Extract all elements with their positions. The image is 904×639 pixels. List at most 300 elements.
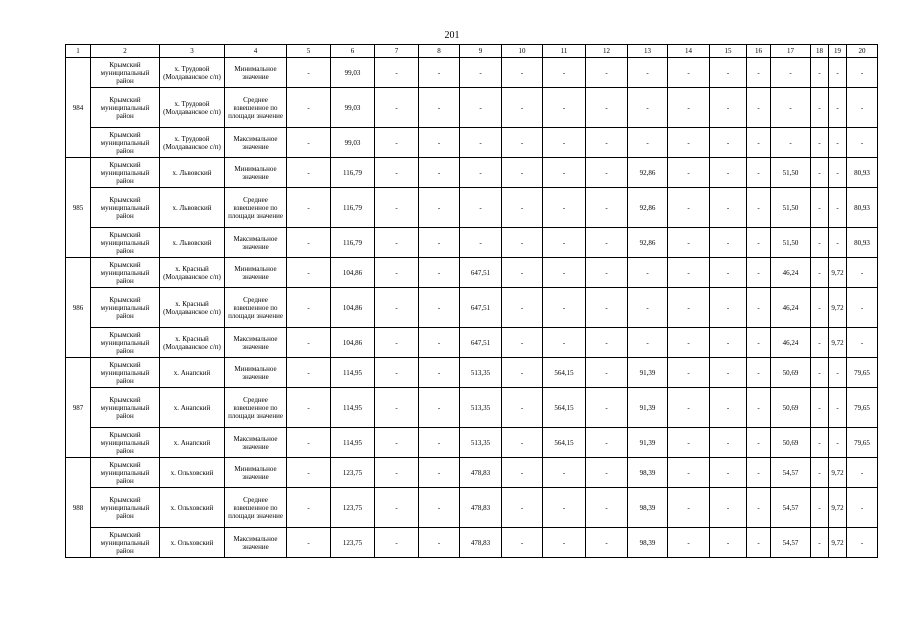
column-header: 15 — [710, 45, 747, 58]
table-cell: - — [543, 488, 586, 528]
table-cell: 123,75 — [331, 488, 375, 528]
table-cell: - — [668, 328, 710, 358]
row-number: 984 — [66, 58, 91, 158]
table-cell: х. Красный (Молдаванское с/п) — [160, 288, 225, 328]
table-cell: Крымский муниципальный район — [91, 288, 160, 328]
table-cell: - — [586, 388, 628, 428]
table-cell: 99,03 — [331, 58, 375, 88]
table-cell: - — [811, 328, 829, 358]
table-cell: - — [628, 258, 668, 288]
table-cell: - — [710, 158, 747, 188]
table-cell: х. Львовский — [160, 228, 225, 258]
table-cell: Крымский муниципальный район — [91, 258, 160, 288]
table-cell: - — [460, 228, 502, 258]
table-cell: - — [543, 258, 586, 288]
table-cell: 51,50 — [771, 188, 811, 228]
table-row — [66, 358, 878, 388]
table-cell: Крымский муниципальный район — [91, 358, 160, 388]
table-cell: - — [287, 128, 331, 158]
table-cell: - — [829, 358, 847, 388]
table-cell: Среднее взвешенное по площади значение — [225, 488, 287, 528]
table-cell: - — [710, 388, 747, 428]
table-cell: 80,93 — [847, 158, 878, 188]
table-cell: - — [419, 188, 460, 228]
table-cell: - — [375, 458, 419, 488]
table-cell: - — [460, 128, 502, 158]
table-cell: х. Анапский — [160, 428, 225, 458]
table-cell: - — [710, 128, 747, 158]
table-cell: - — [586, 258, 628, 288]
table-cell: - — [375, 388, 419, 428]
table-cell: - — [502, 328, 543, 358]
table-cell: Минимальное значение — [225, 158, 287, 188]
table-cell: - — [502, 458, 543, 488]
table-cell: - — [829, 88, 847, 128]
table-cell: - — [543, 328, 586, 358]
table-row — [66, 328, 878, 358]
table-cell: - — [668, 188, 710, 228]
table-cell: - — [710, 358, 747, 388]
table-cell: 51,50 — [771, 228, 811, 258]
table-row — [66, 388, 878, 428]
table-cell: х. Красный (Молдаванское с/п) — [160, 328, 225, 358]
table-cell: - — [771, 128, 811, 158]
data-table — [65, 44, 878, 558]
table-cell: - — [847, 288, 878, 328]
table-cell: - — [710, 258, 747, 288]
table-cell: - — [771, 88, 811, 128]
table-cell: - — [287, 528, 331, 558]
table-cell: Крымский муниципальный район — [91, 58, 160, 88]
table-cell: 564,15 — [543, 388, 586, 428]
table-cell: Крымский муниципальный район — [91, 128, 160, 158]
table-cell: - — [811, 488, 829, 528]
table-cell: - — [586, 58, 628, 88]
table-cell: - — [419, 258, 460, 288]
table-cell: - — [668, 58, 710, 88]
table-cell: - — [502, 428, 543, 458]
table-cell: - — [747, 258, 771, 288]
header-row — [66, 45, 878, 58]
table-cell: - — [628, 88, 668, 128]
column-header: 19 — [829, 45, 847, 58]
column-header: 6 — [331, 45, 375, 58]
table-cell: - — [375, 158, 419, 188]
table-cell: 114,95 — [331, 358, 375, 388]
table-cell: 564,15 — [543, 358, 586, 388]
table-cell: - — [668, 488, 710, 528]
table-cell: - — [419, 158, 460, 188]
table-cell: 91,39 — [628, 388, 668, 428]
table-cell: - — [747, 388, 771, 428]
table-cell: - — [747, 428, 771, 458]
table-cell: - — [419, 458, 460, 488]
table-cell: - — [668, 88, 710, 128]
table-cell: - — [747, 188, 771, 228]
table-cell: - — [419, 228, 460, 258]
table-cell: - — [668, 228, 710, 258]
column-header: 16 — [747, 45, 771, 58]
table-row — [66, 288, 878, 328]
table-cell: 99,03 — [331, 88, 375, 128]
table-cell: - — [771, 58, 811, 88]
table-cell: - — [375, 128, 419, 158]
column-header: 1 — [66, 45, 91, 58]
table-row — [66, 528, 878, 558]
table-cell: Минимальное значение — [225, 258, 287, 288]
column-header: 12 — [586, 45, 628, 58]
table-cell: - — [375, 488, 419, 528]
table-cell: 79,65 — [847, 428, 878, 458]
table-cell: - — [375, 88, 419, 128]
table-cell: - — [628, 288, 668, 328]
table-cell: - — [460, 58, 502, 88]
table-cell: - — [710, 428, 747, 458]
table-cell: - — [747, 88, 771, 128]
table-cell: 92,86 — [628, 188, 668, 228]
table-cell: - — [628, 128, 668, 158]
table-cell: - — [710, 328, 747, 358]
table-cell: 51,50 — [771, 158, 811, 188]
table-cell: х. Анапский — [160, 358, 225, 388]
table-cell: х. Львовский — [160, 158, 225, 188]
column-header: 9 — [460, 45, 502, 58]
column-header: 10 — [502, 45, 543, 58]
table-cell: - — [287, 288, 331, 328]
table-cell: - — [829, 188, 847, 228]
table-cell: - — [668, 358, 710, 388]
table-cell: - — [747, 158, 771, 188]
table-cell: 92,86 — [628, 158, 668, 188]
table-cell: Максимальное значение — [225, 428, 287, 458]
table-cell: - — [829, 158, 847, 188]
table-cell: 114,95 — [331, 388, 375, 428]
column-header: 8 — [419, 45, 460, 58]
table-cell: - — [586, 158, 628, 188]
table-cell: 9,72 — [829, 288, 847, 328]
table-cell: х. Трудовой (Молдаванское с/п) — [160, 58, 225, 88]
column-header: 17 — [771, 45, 811, 58]
table-cell: - — [710, 188, 747, 228]
table-cell: - — [829, 58, 847, 88]
table-cell: 46,24 — [771, 258, 811, 288]
table-cell: - — [419, 528, 460, 558]
column-header: 14 — [668, 45, 710, 58]
table-cell: - — [502, 288, 543, 328]
table-cell: 647,51 — [460, 328, 502, 358]
table-cell: - — [747, 128, 771, 158]
table-cell: - — [847, 528, 878, 558]
table-cell: - — [460, 188, 502, 228]
table-cell: - — [287, 158, 331, 188]
table-cell: - — [829, 128, 847, 158]
table-cell: - — [668, 458, 710, 488]
table-cell: 564,15 — [543, 428, 586, 458]
table-cell: Максимальное значение — [225, 328, 287, 358]
row-number: 985 — [66, 158, 91, 258]
column-header: 4 — [225, 45, 287, 58]
table-cell: - — [543, 158, 586, 188]
table-cell: 478,83 — [460, 488, 502, 528]
table-cell: - — [502, 258, 543, 288]
table-cell: - — [811, 158, 829, 188]
table-cell: 123,75 — [331, 458, 375, 488]
table-cell: Минимальное значение — [225, 458, 287, 488]
table-cell: - — [419, 328, 460, 358]
table-cell: х. Трудовой (Молдаванское с/п) — [160, 88, 225, 128]
table-cell: - — [586, 228, 628, 258]
table-cell: - — [710, 228, 747, 258]
table-cell: 123,75 — [331, 528, 375, 558]
table-cell: - — [811, 88, 829, 128]
table-cell: 116,79 — [331, 158, 375, 188]
table-cell: - — [586, 128, 628, 158]
table-cell: 92,86 — [628, 228, 668, 258]
table-cell: Крымский муниципальный район — [91, 328, 160, 358]
table-cell: - — [375, 188, 419, 228]
table-cell: 513,35 — [460, 358, 502, 388]
table-cell: 104,86 — [331, 328, 375, 358]
table-cell: - — [287, 328, 331, 358]
table-cell: - — [502, 388, 543, 428]
table-cell: - — [460, 158, 502, 188]
table-cell: Минимальное значение — [225, 358, 287, 388]
table-cell: 9,72 — [829, 528, 847, 558]
table-cell: - — [710, 528, 747, 558]
table-cell: - — [586, 428, 628, 458]
table-cell: 79,65 — [847, 358, 878, 388]
table-row — [66, 188, 878, 228]
table-cell: - — [375, 58, 419, 88]
table-cell: 80,93 — [847, 188, 878, 228]
table-cell: 513,35 — [460, 428, 502, 458]
table-cell: Крымский муниципальный район — [91, 158, 160, 188]
table-cell: 478,83 — [460, 528, 502, 558]
table-cell: х. Ольховский — [160, 528, 225, 558]
table-cell: х. Красный (Молдаванское с/п) — [160, 258, 225, 288]
table-cell: 50,69 — [771, 428, 811, 458]
table-row — [66, 228, 878, 258]
table-cell: 99,03 — [331, 128, 375, 158]
table-cell: - — [375, 288, 419, 328]
table-cell: 478,83 — [460, 458, 502, 488]
table-cell: - — [502, 488, 543, 528]
table-cell: - — [543, 528, 586, 558]
table-cell: 79,65 — [847, 388, 878, 428]
column-header: 11 — [543, 45, 586, 58]
table-cell: Минимальное значение — [225, 58, 287, 88]
table-cell: - — [829, 428, 847, 458]
table-cell: - — [419, 58, 460, 88]
table-cell: - — [811, 228, 829, 258]
table-row — [66, 258, 878, 288]
table-cell: - — [375, 328, 419, 358]
table-cell: - — [811, 188, 829, 228]
table-cell: - — [419, 488, 460, 528]
table-cell: - — [847, 58, 878, 88]
table-row — [66, 128, 878, 158]
row-number: 987 — [66, 358, 91, 458]
table-cell: - — [811, 58, 829, 88]
table-cell: - — [668, 288, 710, 328]
table-row — [66, 488, 878, 528]
table-cell: 116,79 — [331, 228, 375, 258]
table-cell: - — [502, 158, 543, 188]
table-cell: - — [287, 428, 331, 458]
table-cell: 46,24 — [771, 328, 811, 358]
table-cell: - — [287, 188, 331, 228]
table-cell: - — [502, 188, 543, 228]
table-cell: - — [628, 58, 668, 88]
column-header: 2 — [91, 45, 160, 58]
table-cell: - — [287, 358, 331, 388]
table-row — [66, 458, 878, 488]
table-cell: Крымский муниципальный район — [91, 458, 160, 488]
table-cell: х. Анапский — [160, 388, 225, 428]
row-number: 986 — [66, 258, 91, 358]
table-cell: х. Львовский — [160, 188, 225, 228]
table-cell: - — [375, 228, 419, 258]
table-cell: Среднее взвешенное по площади значение — [225, 288, 287, 328]
table-cell: 54,57 — [771, 488, 811, 528]
table-cell: - — [586, 88, 628, 128]
table-cell: - — [847, 88, 878, 128]
table-cell: - — [287, 88, 331, 128]
table-cell: 98,39 — [628, 488, 668, 528]
table-cell: - — [287, 228, 331, 258]
table-cell: - — [543, 58, 586, 88]
table-cell: 116,79 — [331, 188, 375, 228]
table-cell: - — [668, 388, 710, 428]
table-cell: - — [419, 88, 460, 128]
table-cell: - — [847, 128, 878, 158]
table-cell: - — [543, 228, 586, 258]
table-cell: - — [668, 428, 710, 458]
table-cell: - — [543, 188, 586, 228]
table-cell: - — [375, 258, 419, 288]
table-cell: Крымский муниципальный район — [91, 188, 160, 228]
table-cell: - — [419, 128, 460, 158]
table-cell: - — [287, 458, 331, 488]
table-cell: - — [710, 488, 747, 528]
table-cell: - — [747, 288, 771, 328]
table-cell: 50,69 — [771, 358, 811, 388]
table-row — [66, 158, 878, 188]
table-cell: Среднее взвешенное по площади значение — [225, 88, 287, 128]
table-cell: 54,57 — [771, 528, 811, 558]
table-cell: Крымский муниципальный район — [91, 88, 160, 128]
column-header: 3 — [160, 45, 225, 58]
table-cell: Крымский муниципальный район — [91, 388, 160, 428]
table-cell: 98,39 — [628, 528, 668, 558]
table-cell: - — [543, 458, 586, 488]
table-row — [66, 58, 878, 88]
table-cell: - — [419, 428, 460, 458]
table-cell: - — [829, 388, 847, 428]
table-cell: 80,93 — [847, 228, 878, 258]
table-cell: - — [847, 488, 878, 528]
table-cell: - — [375, 358, 419, 388]
table-cell: Крымский муниципальный район — [91, 228, 160, 258]
table-cell: - — [419, 388, 460, 428]
table-row — [66, 428, 878, 458]
table-cell: - — [543, 88, 586, 128]
table-cell: 9,72 — [829, 258, 847, 288]
table-cell: - — [502, 128, 543, 158]
table-cell: - — [847, 328, 878, 358]
table-cell: - — [287, 488, 331, 528]
table-cell: - — [710, 288, 747, 328]
table-cell: - — [710, 458, 747, 488]
table-cell: - — [586, 358, 628, 388]
table-cell: Максимальное значение — [225, 528, 287, 558]
table-cell: - — [460, 88, 502, 128]
table-cell: Среднее взвешенное по площади значение — [225, 188, 287, 228]
table-row — [66, 88, 878, 128]
table-cell: - — [710, 58, 747, 88]
table-cell: 54,57 — [771, 458, 811, 488]
table-cell: - — [847, 258, 878, 288]
column-header: 20 — [847, 45, 878, 58]
table-cell: - — [419, 288, 460, 328]
table-cell: - — [747, 358, 771, 388]
column-header: 13 — [628, 45, 668, 58]
table-cell: - — [628, 328, 668, 358]
table-cell: - — [375, 428, 419, 458]
table-cell: 513,35 — [460, 388, 502, 428]
table-cell: Крымский муниципальный район — [91, 488, 160, 528]
table-cell: - — [586, 458, 628, 488]
table-cell: - — [811, 458, 829, 488]
table-cell: - — [287, 58, 331, 88]
table-cell: 9,72 — [829, 328, 847, 358]
table-cell: - — [668, 528, 710, 558]
table-cell: Среднее взвешенное по площади значение — [225, 388, 287, 428]
table-cell: 98,39 — [628, 458, 668, 488]
table-cell: 647,51 — [460, 258, 502, 288]
table-cell: - — [811, 358, 829, 388]
table-cell: - — [829, 228, 847, 258]
table-cell: - — [502, 88, 543, 128]
table-cell: - — [747, 488, 771, 528]
table-cell: - — [543, 128, 586, 158]
table-cell: - — [811, 528, 829, 558]
table-cell: 647,51 — [460, 288, 502, 328]
table-cell: х. Трудовой (Молдаванское с/п) — [160, 128, 225, 158]
table-cell: - — [668, 128, 710, 158]
table-cell: - — [502, 358, 543, 388]
table-cell: - — [811, 288, 829, 328]
table-cell: - — [747, 328, 771, 358]
table-cell: 9,72 — [829, 458, 847, 488]
table-cell: - — [668, 158, 710, 188]
table-cell: 50,69 — [771, 388, 811, 428]
row-number: 988 — [66, 458, 91, 558]
table-cell: 104,86 — [331, 288, 375, 328]
column-header: 5 — [287, 45, 331, 58]
column-header: 7 — [375, 45, 419, 58]
table-cell: - — [811, 258, 829, 288]
table-cell: - — [586, 528, 628, 558]
table-cell: - — [502, 528, 543, 558]
table-cell: 114,95 — [331, 428, 375, 458]
table-cell: Крымский муниципальный район — [91, 528, 160, 558]
table-cell: Максимальное значение — [225, 228, 287, 258]
table-cell: - — [811, 428, 829, 458]
table-cell: - — [586, 188, 628, 228]
table-cell: Максимальное значение — [225, 128, 287, 158]
table-cell: Крымский муниципальный район — [91, 428, 160, 458]
